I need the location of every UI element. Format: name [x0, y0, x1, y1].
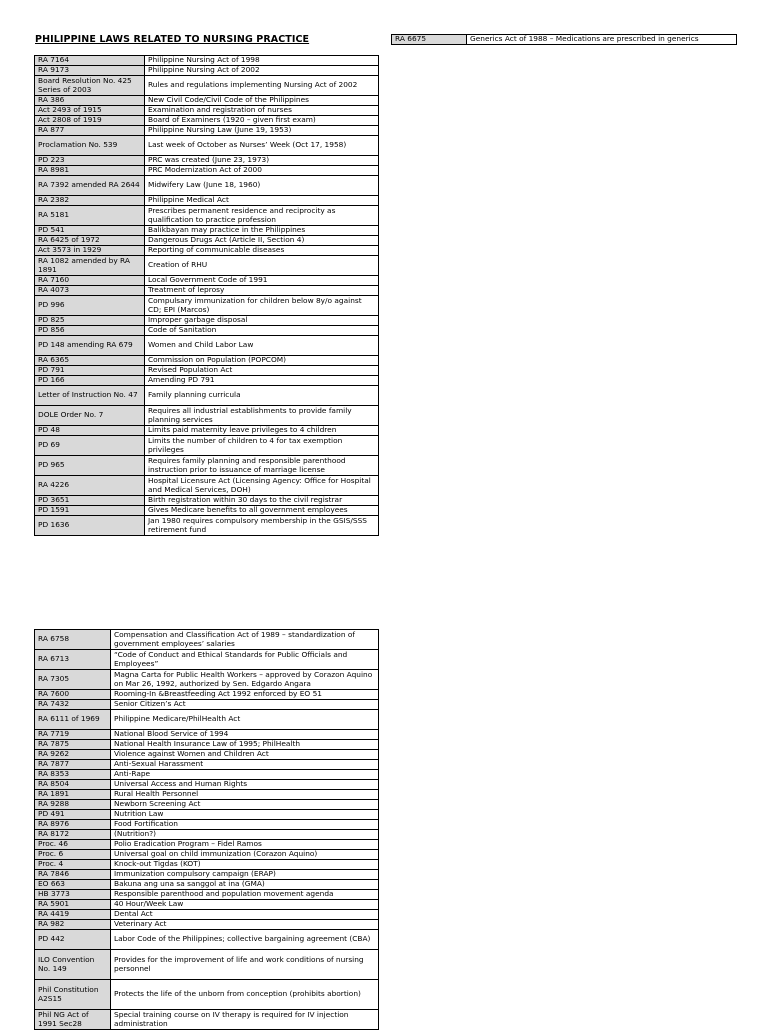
table-row: [35, 860, 379, 870]
law-description: Limits paid maternity leave privileges to 4 children: [145, 426, 379, 436]
table-row: [35, 700, 379, 710]
law-description: Requires all industrial establishments to provide family planning services: [145, 406, 379, 426]
law-code: PD 442: [35, 930, 111, 950]
law-description: Rules and regulations implementing Nursing Act of 2002: [145, 76, 379, 96]
table-row: [35, 890, 379, 900]
law-code: RA 9262: [35, 750, 111, 760]
law-code: RA 7877: [35, 760, 111, 770]
table-row: [35, 810, 379, 820]
law-code: RA 6425 of 1972: [35, 236, 145, 246]
table-row: [35, 226, 379, 236]
law-code: PD 965: [35, 456, 145, 476]
law-description: Local Government Code of 1991: [145, 276, 379, 286]
table-row: [35, 790, 379, 800]
table-row: [35, 136, 379, 156]
table-row: [35, 156, 379, 166]
law-code: PD 148 amending RA 679: [35, 336, 145, 356]
law-code: RA 8172: [35, 830, 111, 840]
table-row: [35, 740, 379, 750]
law-code: RA 877: [35, 126, 145, 136]
table-row: [35, 1010, 379, 1030]
law-code: PD 1636: [35, 516, 145, 536]
law-description: Newborn Screening Act: [111, 800, 379, 810]
law-description: Provides for the improvement of life and work conditions of nursing personnel: [111, 950, 379, 980]
table-row: [35, 96, 379, 106]
table-row: [35, 326, 379, 336]
law-code: RA 7164: [35, 56, 145, 66]
table-row: [35, 196, 379, 206]
table-row: [35, 710, 379, 730]
table-row: [35, 770, 379, 780]
table-row: [35, 276, 379, 286]
law-description: Dental Act: [111, 910, 379, 920]
table-row: [392, 35, 737, 45]
table-row: [35, 650, 379, 670]
law-description: Family planning curricula: [145, 386, 379, 406]
law-code: Phil NG Act of 1991 Sec28: [35, 1010, 111, 1030]
table-row: [35, 286, 379, 296]
table-row: [35, 296, 379, 316]
law-description: Polio Eradication Program – Fidel Ramos: [111, 840, 379, 850]
law-code: Letter of Instruction No. 47: [35, 386, 145, 406]
law-code: PD 3651: [35, 496, 145, 506]
law-code: PD 1591: [35, 506, 145, 516]
table-row: [35, 76, 379, 96]
table-row: [35, 750, 379, 760]
table-row: [35, 206, 379, 226]
table-row: [35, 406, 379, 426]
law-description: Violence against Women and Children Act: [111, 750, 379, 760]
table-row: [35, 376, 379, 386]
table-row: [35, 126, 379, 136]
table-row: [35, 690, 379, 700]
table-row: [35, 236, 379, 246]
law-description: Birth registration within 30 days to the civil registrar: [145, 496, 379, 506]
law-code: RA 4226: [35, 476, 145, 496]
law-code: PD 48: [35, 426, 145, 436]
law-code: PD 223: [35, 156, 145, 166]
law-description: Philippine Nursing Act of 2002: [145, 66, 379, 76]
law-code: Proc. 6: [35, 850, 111, 860]
law-description: Protects the life of the unborn from conception (prohibits abortion): [111, 980, 379, 1010]
law-description: National Health Insurance Law of 1995; PhilHealth: [111, 740, 379, 750]
law-description: Board of Examiners (1920 – given first exam): [145, 116, 379, 126]
law-code: RA 6365: [35, 356, 145, 366]
law-code: RA 7160: [35, 276, 145, 286]
table-row: [35, 820, 379, 830]
law-code: PD 791: [35, 366, 145, 376]
table-row: [35, 870, 379, 880]
law-description: Commission on Population (POPCOM): [145, 356, 379, 366]
law-description: Examination and registration of nurses: [145, 106, 379, 116]
law-code: RA 8976: [35, 820, 111, 830]
law-code: RA 7719: [35, 730, 111, 740]
law-code: RA 9288: [35, 800, 111, 810]
law-description: Creation of RHU: [145, 256, 379, 276]
law-code: DOLE Order No. 7: [35, 406, 145, 426]
table-row: [35, 506, 379, 516]
law-description: 40 Hour/Week Law: [111, 900, 379, 910]
table-row: [35, 316, 379, 326]
law-description: Philippine Medicare/PhilHealth Act: [111, 710, 379, 730]
law-code: RA 982: [35, 920, 111, 930]
law-code: HB 3773: [35, 890, 111, 900]
law-code: Act 2808 of 1919: [35, 116, 145, 126]
law-code: RA 4419: [35, 910, 111, 920]
law-code: Proc. 4: [35, 860, 111, 870]
table-row: [35, 516, 379, 536]
law-code: Act 2493 of 1915: [35, 106, 145, 116]
law-description: New Civil Code/Civil Code of the Philippines: [145, 96, 379, 106]
law-code: RA 9173: [35, 66, 145, 76]
law-description: Nutrition Law: [111, 810, 379, 820]
law-code: RA 386: [35, 96, 145, 106]
law-code: RA 1082 amended by RA 1891: [35, 256, 145, 276]
law-description: Amending PD 791: [145, 376, 379, 386]
table-row: [35, 366, 379, 376]
law-description: Gives Medicare benefits to all government employees: [145, 506, 379, 516]
table-row: [35, 850, 379, 860]
law-description: Requires family planning and responsible parenthood instruction prior to issuance of marriage license: [145, 456, 379, 476]
law-description: Improper garbage disposal: [145, 316, 379, 326]
law-code: RA 8981: [35, 166, 145, 176]
law-code: RA 7305: [35, 670, 111, 690]
laws-table-2: [34, 629, 379, 1030]
law-code: RA 7846: [35, 870, 111, 880]
law-description: Hospital Licensure Act (Licensing Agency: Office for Hospital and Medical Services, DOH): [145, 476, 379, 496]
law-code: PD 856: [35, 326, 145, 336]
table-row: [35, 426, 379, 436]
law-code: PD 541: [35, 226, 145, 236]
side-law-table: [391, 34, 737, 45]
law-description: Knock-out Tigdas (KOT): [111, 860, 379, 870]
law-description: Philippine Nursing Law (June 19, 1953): [145, 126, 379, 136]
law-description: Reporting of communicable diseases: [145, 246, 379, 256]
law-description: Last week of October as Nurses’ Week (Oct 17, 1958): [145, 136, 379, 156]
law-description: Philippine Nursing Act of 1998: [145, 56, 379, 66]
law-code: Proc. 46: [35, 840, 111, 850]
law-code: RA 1891: [35, 790, 111, 800]
law-code: RA 8504: [35, 780, 111, 790]
law-description: Balikbayan may practice in the Philippines: [145, 226, 379, 236]
law-description: Responsible parenthood and population movement agenda: [111, 890, 379, 900]
law-description: Code of Sanitation: [145, 326, 379, 336]
law-code: Act 3573 in 1929: [35, 246, 145, 256]
law-code: RA 8353: [35, 770, 111, 780]
law-description: Veterinary Act: [111, 920, 379, 930]
law-code: RA 7392 amended RA 2644: [35, 176, 145, 196]
law-description: Compulsary immunization for children below 8y/o against CD; EPI (Marcos): [145, 296, 379, 316]
table-row: [35, 356, 379, 366]
law-description: Compensation and Classification Act of 1989 – standardization of government employees’ salaries: [111, 630, 379, 650]
table-row: [35, 980, 379, 1010]
table-row: [35, 730, 379, 740]
table-row: [35, 950, 379, 980]
table-row: [35, 830, 379, 840]
law-description: Rooming-In &Breastfeeding Act 1992 enforced by EO 51: [111, 690, 379, 700]
law-code: ILO Convention No. 149: [35, 950, 111, 980]
law-description: Anti-Rape: [111, 770, 379, 780]
law-description: Food Fortification: [111, 820, 379, 830]
table-row: [35, 436, 379, 456]
law-code: RA 6758: [35, 630, 111, 650]
table-row: [35, 386, 379, 406]
law-code: RA 5901: [35, 900, 111, 910]
page-title: PHILIPPINE LAWS RELATED TO NURSING PRACTICE: [35, 34, 310, 45]
law-code: RA 6675: [392, 35, 467, 45]
law-description: Women and Child Labor Law: [145, 336, 379, 356]
law-description: “Code of Conduct and Ethical Standards for Public Officials and Employees”: [111, 650, 379, 670]
law-description: Treatment of leprosy: [145, 286, 379, 296]
table-row: [35, 496, 379, 506]
law-description: Special training course on IV therapy is required for IV injection administration: [111, 1010, 379, 1030]
law-description: National Blood Service of 1994: [111, 730, 379, 740]
table-row: [35, 880, 379, 890]
table-row: [35, 106, 379, 116]
law-code: PD 69: [35, 436, 145, 456]
law-code: Proclamation No. 539: [35, 136, 145, 156]
law-code: RA 6111 of 1969: [35, 710, 111, 730]
law-description: Universal Access and Human Rights: [111, 780, 379, 790]
law-description: Bakuna ang una sa sanggol at ina (GMA): [111, 880, 379, 890]
table-row: [35, 670, 379, 690]
table-row: [35, 56, 379, 66]
law-description: Rural Health Personnel: [111, 790, 379, 800]
law-code: RA 2382: [35, 196, 145, 206]
law-code: RA 4073: [35, 286, 145, 296]
law-code: PD 996: [35, 296, 145, 316]
law-code: Board Resolution No. 425 Series of 2003: [35, 76, 145, 96]
law-code: RA 6713: [35, 650, 111, 670]
law-description: Anti-Sexual Harassment: [111, 760, 379, 770]
law-code: RA 7875: [35, 740, 111, 750]
table-row: [35, 900, 379, 910]
law-code: Phil Constitution A2S15: [35, 980, 111, 1010]
table-row: [35, 476, 379, 496]
law-description: PRC was created (June 23, 1973): [145, 156, 379, 166]
table-row: [35, 66, 379, 76]
law-description: PRC Modernization Act of 2000: [145, 166, 379, 176]
law-description: Prescribes permanent residence and reciprocity as qualification to practice profession: [145, 206, 379, 226]
law-description: Jan 1980 requires compulsory membership in the GSIS/SSS retirement fund: [145, 516, 379, 536]
table-row: [35, 840, 379, 850]
law-description: Immunization compulsory campaign (ERAP): [111, 870, 379, 880]
table-row: [35, 256, 379, 276]
law-description: Labor Code of the Philippines; collective bargaining agreement (CBA): [111, 930, 379, 950]
law-description: Generics Act of 1988 – Medications are prescribed in generics: [467, 35, 737, 45]
law-description: (Nutrition?): [111, 830, 379, 840]
table-row: [35, 910, 379, 920]
table-row: [35, 630, 379, 650]
law-code: EO 663: [35, 880, 111, 890]
law-code: RA 5181: [35, 206, 145, 226]
law-description: Universal goal on child immunization (Corazon Aquino): [111, 850, 379, 860]
law-description: Limits the number of children to 4 for tax exemption privileges: [145, 436, 379, 456]
law-description: Senior Citizen’s Act: [111, 700, 379, 710]
law-code: RA 7600: [35, 690, 111, 700]
table-row: [35, 456, 379, 476]
table-row: [35, 780, 379, 790]
law-code: PD 825: [35, 316, 145, 326]
law-description: Philippine Medical Act: [145, 196, 379, 206]
table-row: [35, 116, 379, 126]
table-row: [35, 920, 379, 930]
law-code: PD 491: [35, 810, 111, 820]
table-row: [35, 166, 379, 176]
law-description: Dangerous Drugs Act (Article II, Section 4): [145, 236, 379, 246]
law-description: Midwifery Law (June 18, 1960): [145, 176, 379, 196]
table-row: [35, 176, 379, 196]
law-code: RA 7432: [35, 700, 111, 710]
table-row: [35, 930, 379, 950]
laws-table-1: [34, 55, 379, 536]
law-description: Revised Population Act: [145, 366, 379, 376]
table-row: [35, 760, 379, 770]
law-code: PD 166: [35, 376, 145, 386]
table-row: [35, 246, 379, 256]
law-description: Magna Carta for Public Health Workers – approved by Corazon Aquino on Mar 26, 1992, authorized by Sen. Edgardo Angara: [111, 670, 379, 690]
table-row: [35, 800, 379, 810]
table-row: [35, 336, 379, 356]
